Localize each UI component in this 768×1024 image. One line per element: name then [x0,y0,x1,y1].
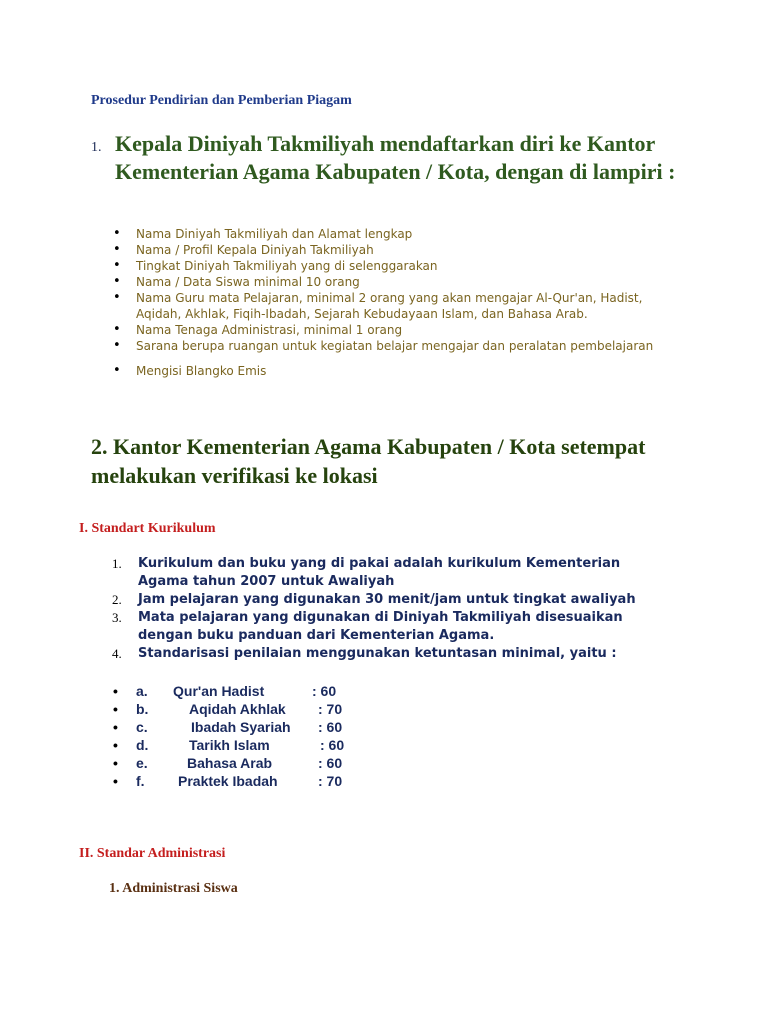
curriculum-item: 1. Kurikulum dan buku yang di pakai adalah kurikulum Kementerian Agama tahun 2007 untuk Awaliyah [112,556,621,589]
curriculum-item: 2. Jam pelajaran yang digunakan 30 menit/jam untuk tingkat awaliyah [112,592,636,607]
step-2-heading: 2. Kantor Kementerian Agama Kabupaten / Kota setempat melakukan verifikasi ke lokasi [91,434,646,488]
section-1-heading: I. Standart Kurikulum [79,521,216,536]
requirement-item: • Sarana berupa ruangan untuk kegiatan belajar mengajar dan peralatan pembelajaran [113,338,673,354]
requirement-item: • Nama Guru mata Pelajaran, minimal 2 orang yang akan mengajar Al-Qur'an, Hadist, Aqidah, Akhlak, Fiqih-Ibadah, Sejarah Kebudayaan Islam, dan Bahasa Arab. [113,290,673,322]
requirement-item: • Nama / Profil Kepala Diniyah Takmiliyah [113,242,673,258]
step-1-heading: Kepala Diniyah Takmiliyah mendaftarkan diri ke Kantor Kementerian Agama Kabupaten / Kota, dengan di lampiri : [115,131,676,184]
section-2-heading: II. Standar Administrasi [79,846,226,861]
requirement-item: • Mengisi Blangko Emis [113,363,673,379]
curriculum-item: 4. Standarisasi penilaian menggunakan ketuntasan minimal, yaitu : [112,646,617,661]
requirement-item: • Nama Diniyah Takmiliyah dan Alamat lengkap [113,226,673,242]
curriculum-list [112,555,672,663]
document-title: Prosedur Pendirian dan Pemberian Piagam [91,93,352,108]
curriculum-item: 3. Mata pelajaran yang digunakan di Diniyah Takmiliyah disesuaikan dengan buku panduan dari Kementerian Agama. [112,610,623,643]
requirement-item: • Tingkat Diniyah Takmiliyah yang di selenggarakan [113,258,673,274]
requirements-list [113,226,673,379]
requirement-item: • Nama / Data Siswa minimal 10 orang [113,274,673,290]
requirement-item: • Nama Tenaga Administrasi, minimal 1 orang [113,322,673,338]
step-1-number: 1. [91,140,102,155]
section-2-subheading: 1. Administrasi Siswa [109,881,238,896]
